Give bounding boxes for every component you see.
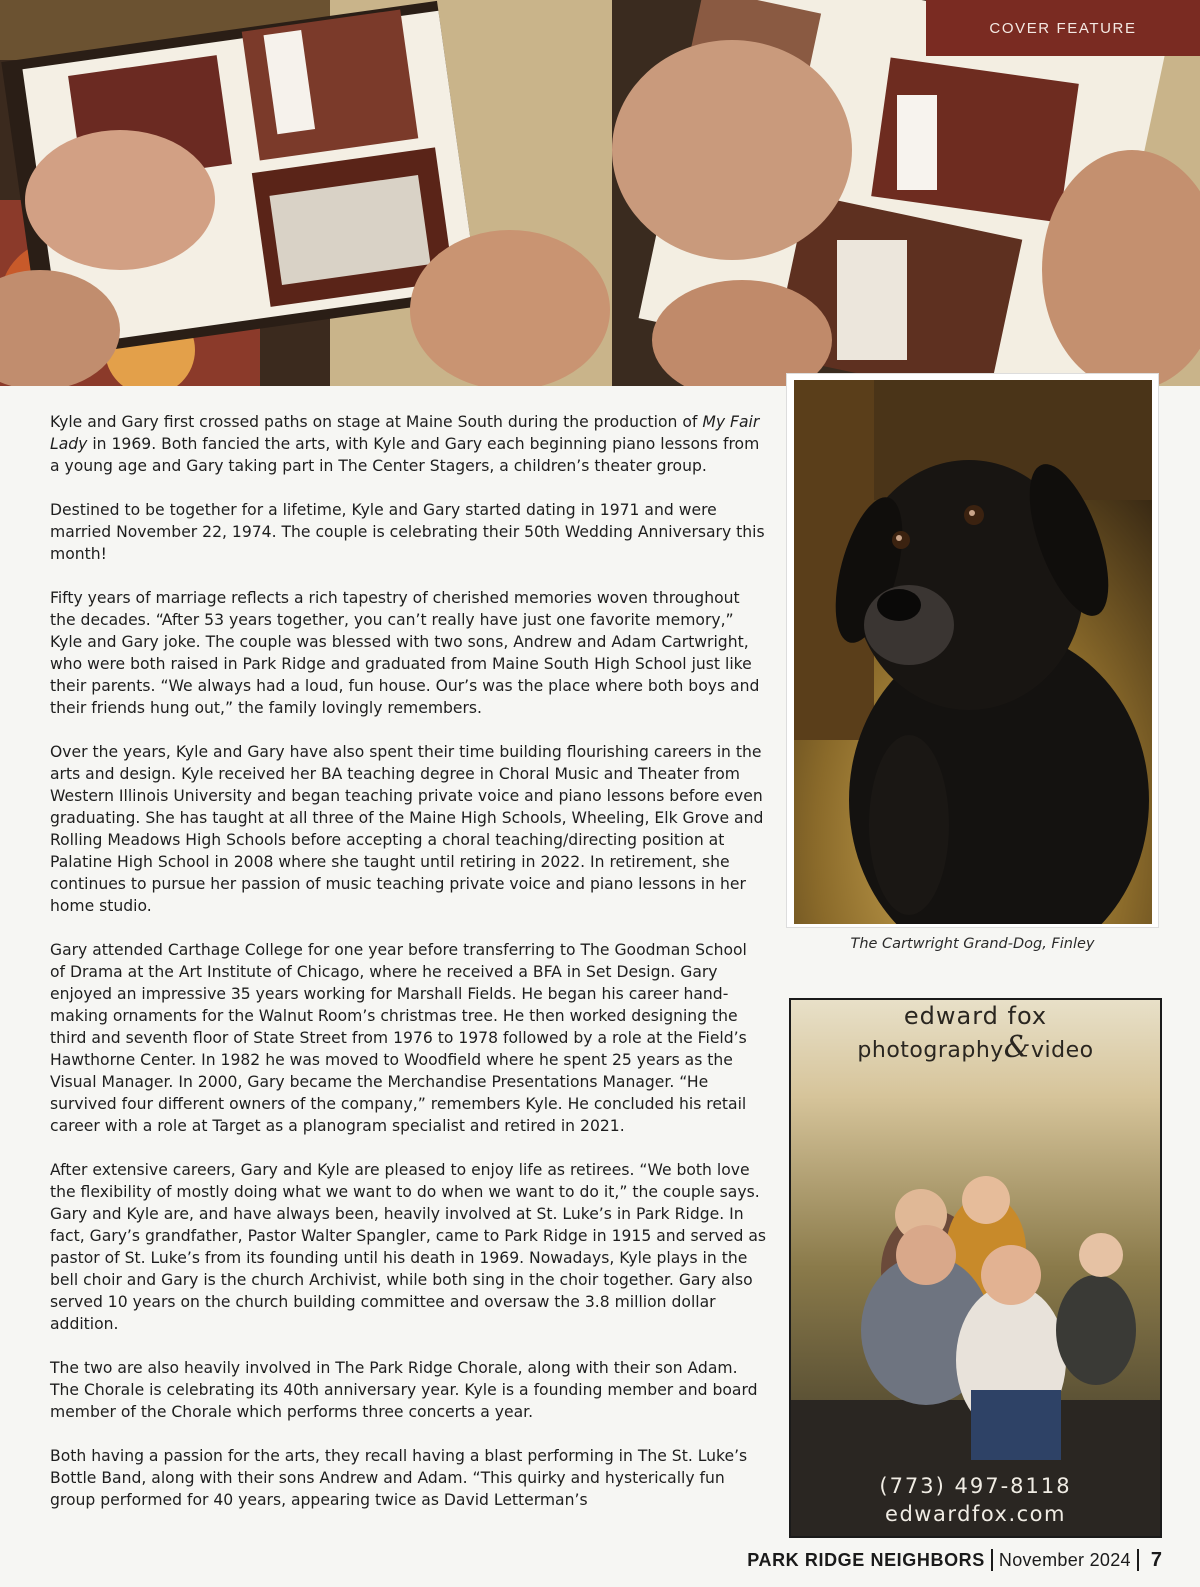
footer-divider — [1137, 1549, 1139, 1571]
publication-name: PARK RIDGE NEIGHBORS — [747, 1549, 985, 1570]
ad-website-link[interactable]: edwardfox.com — [885, 1502, 1066, 1526]
issue-date: November 2024 — [998, 1549, 1131, 1570]
article-paragraph: Gary attended Carthage College for one year before transferring to The Goodman School of Drama at the Art Institute of Chicago, where he received a BFA in Set Design. Gary enjoyed an impressive 35 years working for Marshall Fields. He began his career hand-making ornaments for the Walnut Room’s christmas tree. He then worked designing the third and seventh floor of State Street from 1976 to 1978 followed by a role at the Field’s Hawthorne Center. In 1982 he was moved to Woodfield where he spent 25 years as the Visual Manager. In 2000, Gary became the Merchandise Presentations Manager. “He survived four different owners of the company,” remembers Kyle. He concluded his retail career with a role at Target as a planogram specialist and retired in 2021. — [50, 941, 747, 1135]
photography-advertisement[interactable] — [789, 998, 1162, 1538]
page-footer — [747, 1548, 1162, 1572]
article-paragraph: Kyle and Gary first crossed paths on stage at Maine South during the production of My Fair Lady in 1969. Both fancied the arts, with Kyle and Gary each beginning piano lessons from a young age and Gary taking part in The Center Stagers, a children’s theater group. — [50, 413, 760, 475]
footer-divider — [991, 1549, 993, 1571]
article-paragraph: Over the years, Kyle and Gary have also spent their time building flourishing careers in the arts and design. Kyle received her BA teaching degree in Choral Music and Theater from Western Illinois University and began teaching private voice and piano lessons before even graduating. She has taught at all three of the Maine High Schools, Wheeling, Elk Grove and Rolling Meadows High Schools before accepting a choral teaching/directing position at Palatine High School in 2008 where she taught until retiring in 2022. In retirement, she continues to pursue her passion of music teaching private voice and piano lessons in her home studio. — [50, 743, 764, 915]
wedding-album-photo-right — [612, 0, 1200, 386]
article-paragraph: Fifty years of marriage reflects a rich tapestry of cherished memories woven throughout the decades. “After 53 years together, you can’t really have just one favorite memory,” Kyle and Gary joke. The couple was blessed with two sons, Andrew and Adam Cartwright, who were both raised in Park Ridge and graduated from Maine South High School just like their parents. “We always had a loud, fun house. Our’s was the place where both boys and their friends hung out,” the family lovingly remembers. — [50, 589, 760, 717]
wedding-album-photo-left — [0, 0, 612, 386]
ad-brand-tagline: photography&video — [857, 1030, 1094, 1065]
ad-brand-name: edward fox — [903, 1002, 1048, 1030]
black-labrador-photo — [794, 380, 1152, 924]
article-paragraph: Destined to be together for a lifetime, Kyle and Gary started dating in 1971 and were married November 22, 1974. The couple is celebrating their 50th Wedding Anniversary this month! — [50, 501, 765, 563]
article-paragraph: Both having a passion for the arts, they recall having a blast performing in The St. Luke’s Bottle Band, along with their sons Andrew and Adam. “This quirky and hysterically fun group performed for 40 years, appearing twice as David Letterman’s — [50, 1447, 748, 1509]
family-portrait-photo — [791, 1000, 1160, 1536]
section-tag: COVER FEATURE — [926, 0, 1200, 56]
ad-phone-number[interactable]: (773) 497-8118 — [879, 1474, 1072, 1498]
article-paragraph: The two are also heavily involved in The Park Ridge Chorale, along with their son Adam. The Chorale is celebrating its 40th anniversary year. Kyle is a founding member and board member of the Chorale which performs three concerts a year. — [50, 1359, 758, 1421]
photo-caption: The Cartwright Grand-Dog, Finley — [850, 936, 1095, 952]
article-paragraph: After extensive careers, Gary and Kyle are pleased to enjoy life as retirees. “We both love the flexibility of mostly doing what we want to do when we want to do it,” the couple says. Gary and Kyle are, and have always been, heavily involved at St. Luke’s in Park Ridge. In fact, Gary’s grandfather, Pastor Walter Spangler, came to Park Ridge in 1915 and served as pastor of St. Luke’s from its founding until his death in 1969. Nowadays, Kyle plays in the bell choir and Gary is the church Archivist, while both sing in the choir together. Gary also served 10 years on the church building committee and oversaw the 3.8 million dollar addition. — [50, 1161, 766, 1333]
page-number: 7 — [1150, 1548, 1162, 1571]
article-body — [50, 411, 766, 1533]
